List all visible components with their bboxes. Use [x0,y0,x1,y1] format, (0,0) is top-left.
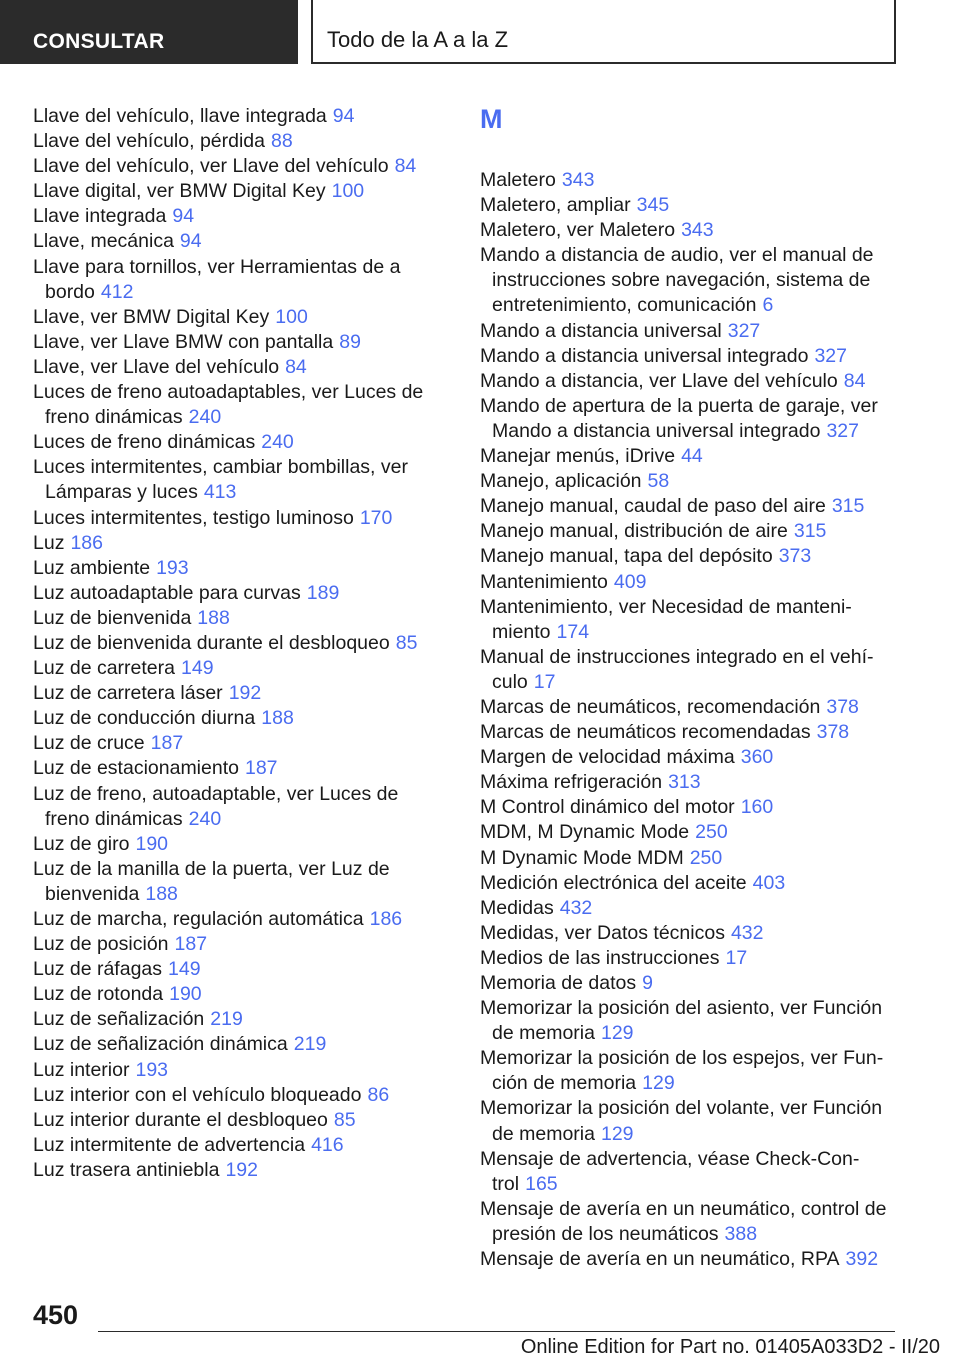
index-entry-page-link[interactable]: 250 [695,821,728,844]
index-entry-page-link[interactable]: 187 [244,757,278,780]
index-entry-page-link[interactable]: 170 [359,506,393,529]
index-entry-term: Luz de ráfagas [33,958,163,981]
index-entry [33,355,448,380]
index-entry-page-link[interactable]: 413 [203,481,237,504]
index-entry [480,971,900,996]
index-entry-term: Luz trasera antiniebla [33,1158,220,1181]
index-entry [480,344,900,369]
index-entry [480,996,900,1046]
index-entry-term: Luces intermitentes, cambiar bombillas, ver Lámparas y luces [33,456,408,504]
index-entry-page-link[interactable]: 315 [793,520,827,543]
index-entry [33,681,448,706]
index-entry-page-link[interactable]: 100 [331,180,365,203]
index-entry-page-link[interactable]: 88 [271,130,293,153]
index-entry-page-link[interactable]: 392 [845,1248,879,1271]
index-entry [480,570,900,595]
index-entry-term: Memorizar la posición del volante, ver Función de memoria [480,1097,883,1145]
index-entry-term: Manejo manual, caudal de paso del aire [480,495,826,518]
index-entry-page-link[interactable]: 187 [150,732,184,755]
index-entry-term: Luz de estacionamiento [33,757,239,780]
index-entry-term: Mensaje de avería en un neumático, RPA [480,1248,840,1271]
index-entry-page-link[interactable]: 378 [826,695,859,718]
index-entry-term: Mantenimiento [480,570,608,593]
index-entry-term: Luz intermitente de advertencia [33,1133,306,1156]
index-entry-page-link[interactable]: 219 [293,1033,327,1056]
index-entry-page-link[interactable]: 403 [752,871,786,894]
index-entry-term: Mensaje de advertencia, véase Check-Control [480,1147,860,1195]
index-entry [33,506,448,531]
index-entry-page-link[interactable]: 193 [156,556,189,579]
index-entry [480,544,900,569]
index-entry [33,631,448,656]
index-entry-page-link[interactable]: 189 [306,581,340,604]
index-entry [33,832,448,857]
index-entry-page-link[interactable]: 409 [613,570,647,593]
index-entry-page-link[interactable]: 94 [332,105,355,127]
index-entry [480,469,900,494]
index-entry-term: Luz de posición [33,933,169,956]
index-entry-term: Llave del vehículo, ver Llave del vehículo [33,155,389,178]
index-entry [480,921,900,946]
index-entry [480,494,900,519]
index-entry-term: Luz de bienvenida durante el desbloqueo [33,631,390,654]
index-entry [480,168,900,193]
index-entry-term: Mando a distancia de audio, ver el manual de instrucciones sobre navegación, sistema de entretenimiento, comunicación [480,244,874,317]
index-entry-page-link[interactable]: 327 [727,319,761,342]
index-entry-term: Memoria de datos [480,972,637,994]
index-entry [33,1007,448,1032]
index-entry-term: Medidas, ver Datos técnicos [480,921,725,944]
index-entry [480,871,900,896]
index-entry-term: Luz de giro [33,832,130,855]
index-entry-page-link[interactable]: 160 [740,796,774,819]
index-entry-term: Luz interior con el vehículo bloqueado [33,1083,362,1106]
index-entry-term: Luz de carretera láser [33,682,223,705]
index-entry [33,455,448,505]
index-entry [33,656,448,681]
page-title: Todo de la A a la Z [311,0,896,64]
index-entry [33,982,448,1007]
index-entry-term: Llave, ver Llave BMW con pantalla [33,330,334,353]
index-entry-page-link[interactable]: 85 [395,631,418,654]
index-entry [480,319,900,344]
index-entry [480,394,900,444]
index-entry-term: Luces de freno autoadaptables, ver Luces de freno dinámicas [33,381,424,429]
index-entry-term: Máxima refrigeración [480,771,663,794]
index-entry [33,606,448,631]
index-entry-term: Llave integrada [33,205,167,228]
index-entry-page-link[interactable]: 9 [642,972,653,994]
index-entry-term: Mando a distancia, ver Llave del vehículo [480,369,838,392]
index-entry [480,896,900,921]
index-entry-term: Luz de señalización dinámica [33,1033,288,1056]
index-column-left [33,104,448,1183]
index-entry-page-link[interactable]: 327 [826,419,859,442]
index-entry-page-link[interactable]: 412 [100,280,134,303]
index-entry [480,1247,900,1272]
index-entry-page-link[interactable]: 432 [559,896,593,919]
index-entry [480,369,900,394]
footer-edition-text: Online Edition for Part no. 01405A033D2 - II/20 [520,1336,940,1358]
index-entry-term: Luz ambiente [33,556,151,579]
index-entry-page-link[interactable]: 86 [367,1083,390,1106]
index-entry-term: Luz de cruce [33,732,145,755]
index-entry [480,193,900,218]
index-entry-page-link[interactable]: 85 [333,1108,356,1131]
index-entry [33,104,448,129]
index-entry [480,1197,900,1247]
index-entry [480,946,900,971]
index-entry-term: Mando a distancia universal [480,319,722,342]
index-entry-page-link[interactable]: 44 [681,445,703,468]
index-entry [480,1046,900,1096]
index-entry [480,770,900,795]
index-entry-term: Llave, ver BMW Digital Key [33,305,270,328]
index-entry-page-link[interactable]: 187 [174,933,208,956]
index-entry-term: Margen de velocidad máxima [480,746,735,769]
index-entry-page-link[interactable]: 149 [181,657,214,680]
index-entry [480,846,900,871]
index-entry [480,645,900,695]
index-entry-page-link[interactable]: 219 [210,1008,243,1031]
index-entry [33,305,448,330]
index-entry [33,1032,448,1057]
index-entry [33,229,448,254]
index-entry-page-link[interactable]: 89 [339,330,361,353]
index-entry-page-link[interactable]: 58 [647,470,670,493]
index-entry [33,129,448,154]
index-entry [33,330,448,355]
index-entry [480,519,900,544]
index-entry-page-link[interactable]: 84 [843,369,866,392]
index-entry-page-link[interactable]: 193 [135,1058,169,1081]
index-entry-page-link[interactable]: 84 [285,355,307,378]
index-entry [480,1147,900,1197]
index-entry-page-link[interactable]: 94 [172,205,195,228]
index-entry [33,255,448,305]
index-entry-term: Memorizar la posición del asiento, ver Función de memoria [480,997,883,1045]
index-entry [33,857,448,907]
index-entry-term: Medidas [480,896,554,919]
index-entry-page-link[interactable]: 240 [188,406,222,429]
index-entry-term: Marcas de neumáticos recomendadas [480,721,811,744]
index-entry-page-link[interactable]: 190 [169,983,202,1006]
index-entry [33,179,448,204]
index-entry [33,932,448,957]
index-entry [33,1108,448,1133]
index-entry-term: Luz de la manilla de la puerta, ver Luz de bienvenida [33,857,390,905]
index-column-right [480,104,900,1272]
index-entry-page-link[interactable]: 6 [762,294,774,317]
index-entry-term: Luces de freno dinámicas [33,431,256,454]
index-entry-page-link[interactable]: 250 [689,846,723,869]
index-entry [480,1096,900,1146]
index-entry [33,1058,448,1083]
index-entry-page-link[interactable]: 313 [668,771,701,794]
index-entry-term: Luz de marcha, regulación automática [33,908,364,930]
index-entry-page-link[interactable]: 343 [561,169,595,191]
index-entry-page-link[interactable]: 345 [636,194,670,217]
index-entry-term: Memorizar la posición de los espejos, ver Función de memoria [480,1047,884,1095]
index-entry-term: Mando a distancia universal integrado [480,344,809,367]
index-entry-page-link[interactable]: 17 [533,670,556,693]
index-entry-page-link[interactable]: 315 [831,495,865,518]
index-entry-term: Maletero [480,169,556,191]
index-entry-term: Luz de rotonda [33,983,164,1006]
index-entry-page-link[interactable]: 149 [168,958,201,981]
page-number: 450 [33,1300,79,1330]
index-entry-term: Mando de apertura de la puerta de garaje, ver Mando a distancia universal integrado [480,394,878,442]
index-entry [480,218,900,243]
index-entry-page-link[interactable]: 343 [681,219,714,242]
index-entry-term: Maletero, ver Maletero [480,219,676,242]
index-entry [33,706,448,731]
index-entry-page-link[interactable]: 327 [814,344,847,367]
index-entry-page-link[interactable]: 174 [556,620,590,643]
index-entry-term: Llave del vehículo, llave integrada [33,105,327,127]
index-entry-term: Mantenimiento, ver Necesidad de mantenimiento [480,595,852,643]
index-entry-term: Llave del vehículo, pérdida [33,130,265,153]
index-entry-page-link[interactable]: 192 [225,1158,258,1181]
index-entry-page-link[interactable]: 192 [228,682,262,705]
index-entry-page-link[interactable]: 129 [600,1022,634,1045]
index-entry-term: Luz de freno, autoadaptable, ver Luces de freno dinámicas [33,782,399,830]
index-entry [33,204,448,229]
index-entry-page-link[interactable]: 94 [179,230,202,253]
index-entry-term: Manejo manual, tapa del depósito [480,545,773,568]
index-entry-term: MDM, M Dynamic Mode [480,821,690,844]
index-entry [33,957,448,982]
index-entry-term: Luces intermitentes, testigo luminoso [33,506,354,529]
index-entry-page-link[interactable]: 129 [642,1072,675,1095]
index-entry-term: Llave digital, ver BMW Digital Key [33,180,326,203]
index-entry-term: M Control dinámico del motor [480,796,735,819]
index-entry-term: M Dynamic Mode MDM [480,846,684,869]
index-entry-page-link[interactable]: 378 [816,721,850,744]
index-entry-page-link[interactable]: 360 [740,746,774,769]
index-entry [480,695,900,720]
index-entry [33,731,448,756]
index-entry-page-link[interactable]: 129 [600,1122,634,1145]
index-entry-term: Medición electrónica del aceite [480,871,747,894]
index-entry [33,756,448,781]
index-entry-term: Llave, ver Llave del vehículo [33,355,280,378]
index-entry-term: Luz de bienvenida [33,606,192,629]
index-entry-term: Llave para tornillos, ver Herramientas de a bordo [33,255,401,303]
index-entry-page-link[interactable]: 240 [188,807,222,830]
index-entry-term: Luz autoadaptable para curvas [33,581,301,604]
index-entry [33,556,448,581]
index-entry [480,745,900,770]
index-entry [33,581,448,606]
index-entry-page-link[interactable]: 373 [778,545,812,568]
index-entry-term: Luz de carretera [33,657,175,680]
index-entry-term: Luz de conducción diurna [33,707,256,730]
index-entry [33,430,448,455]
index-entry [33,380,448,430]
index-entry-term: Luz [33,531,65,554]
index-entry-term: Luz de señalización [33,1008,205,1031]
index-entry [33,531,448,556]
index-entry-page-link[interactable]: 186 [369,908,403,930]
index-entry-term: Manejar menús, iDrive [480,445,676,468]
index-entry [33,907,448,932]
index-entry [480,720,900,745]
index-entry-term: Llave, mecánica [33,230,174,253]
index-entry-page-link[interactable]: 388 [724,1222,758,1245]
index-entry-page-link[interactable]: 416 [311,1133,344,1156]
index-entry [480,243,900,318]
index-entry-page-link[interactable]: 100 [275,305,308,328]
index-entry-term: Manual de instrucciones integrado en el vehículo [480,645,874,693]
index-entry-term: Medios de las instrucciones [480,946,720,969]
index-entry-page-link[interactable]: 17 [725,946,748,969]
index-letter-heading: M [480,104,503,134]
index-entry-term: Mensaje de avería en un neumático, control de presión de los neumáticos [480,1197,887,1245]
index-entry [33,1083,448,1108]
index-entry [33,1158,448,1183]
index-entry [33,154,448,179]
index-entry-page-link[interactable]: 432 [730,921,764,944]
index-entry [33,782,448,832]
index-entry-term: Manejo, aplicación [480,470,642,493]
index-entry [33,1133,448,1158]
index-entry-page-link[interactable]: 188 [261,707,294,730]
index-entry-page-link[interactable]: 165 [525,1172,558,1195]
index-entry-term: Luz interior [33,1058,130,1081]
index-entry [480,820,900,845]
index-entry-page-link[interactable]: 188 [145,882,178,905]
index-entry [480,795,900,820]
section-tab: CONSULTAR [0,0,298,64]
index-entry-page-link[interactable]: 240 [261,431,294,454]
index-entry [480,595,900,645]
index-entry-term: Maletero, ampliar [480,194,631,217]
index-entry [480,444,900,469]
footer-divider [98,1331,895,1332]
index-entry-page-link[interactable]: 188 [197,606,230,629]
index-entry-term: Marcas de neumáticos, recomendación [480,695,821,718]
index-entry-term: Luz interior durante el desbloqueo [33,1108,328,1131]
index-entry-page-link[interactable]: 190 [135,832,169,855]
index-entry-page-link[interactable]: 84 [394,155,417,178]
index-entry-term: Manejo manual, distribución de aire [480,520,788,543]
index-entry-page-link[interactable]: 186 [70,531,103,554]
